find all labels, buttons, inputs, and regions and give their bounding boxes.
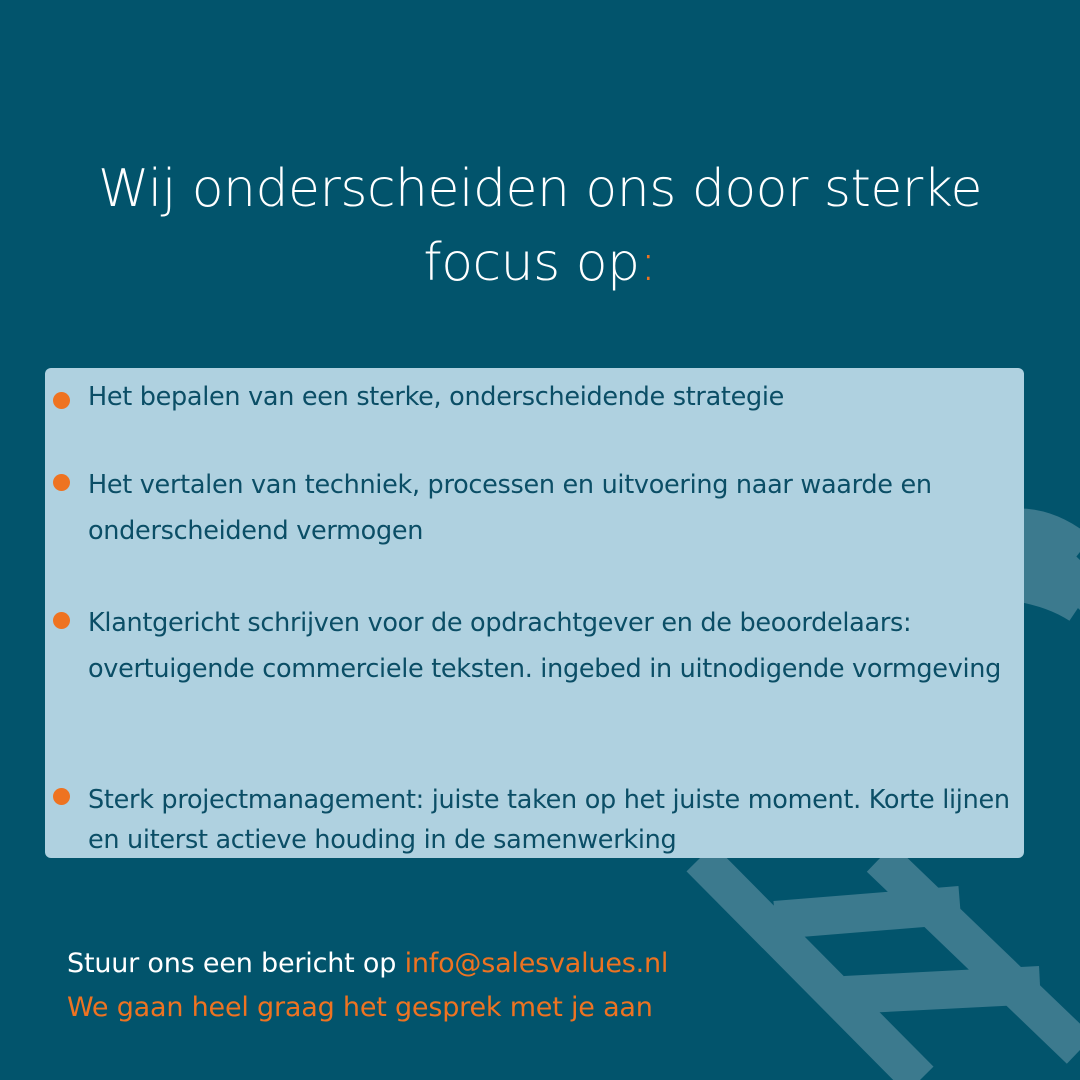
title-colon: : [639, 233, 657, 293]
focus-item-text: Het bepalen van een sterke, onderscheidende strategie [88, 382, 785, 412]
bullet-dot-icon [53, 474, 70, 491]
ladder-rung-1 [775, 905, 960, 920]
focus-item-text: Klantgericht schrijven voor de opdrachtgever en de beoordelaars: overtuigende commerciele teksten. ingebed in uitnodigende vormgeving [88, 608, 1002, 684]
focus-item-text: Het vertalen van techniek, processen en uitvoering naar waarde en onderscheidend vermogen [88, 470, 932, 546]
ladder-rail-right [880, 858, 1080, 1050]
title-line-2 [0, 226, 1080, 300]
title-line-2-text: focus op [423, 233, 640, 293]
ladder-rung-2 [845, 985, 1040, 995]
ladder-rail-left [700, 858, 920, 1080]
bullet-dot-icon [53, 612, 70, 629]
contact-prompt: Stuur ons een bericht op [67, 948, 405, 979]
page-title [0, 152, 1080, 300]
focus-card [45, 368, 1024, 858]
bullet-dot-icon [53, 788, 70, 805]
contact-email-link[interactable]: info@salesvalues.nl [404, 948, 669, 979]
focus-item-text: Sterk projectmanagement: juiste taken op het juiste moment. Korte lijnen en uiterst actieve houding in de samenwerking [88, 785, 1010, 855]
contact-section [67, 942, 668, 1030]
contact-line [67, 942, 668, 986]
contact-closing: We gaan heel graag het gesprek met je aan [67, 992, 653, 1023]
title-line-1: Wij onderscheiden ons door sterke [98, 159, 982, 219]
bullet-dot-icon [53, 392, 70, 409]
